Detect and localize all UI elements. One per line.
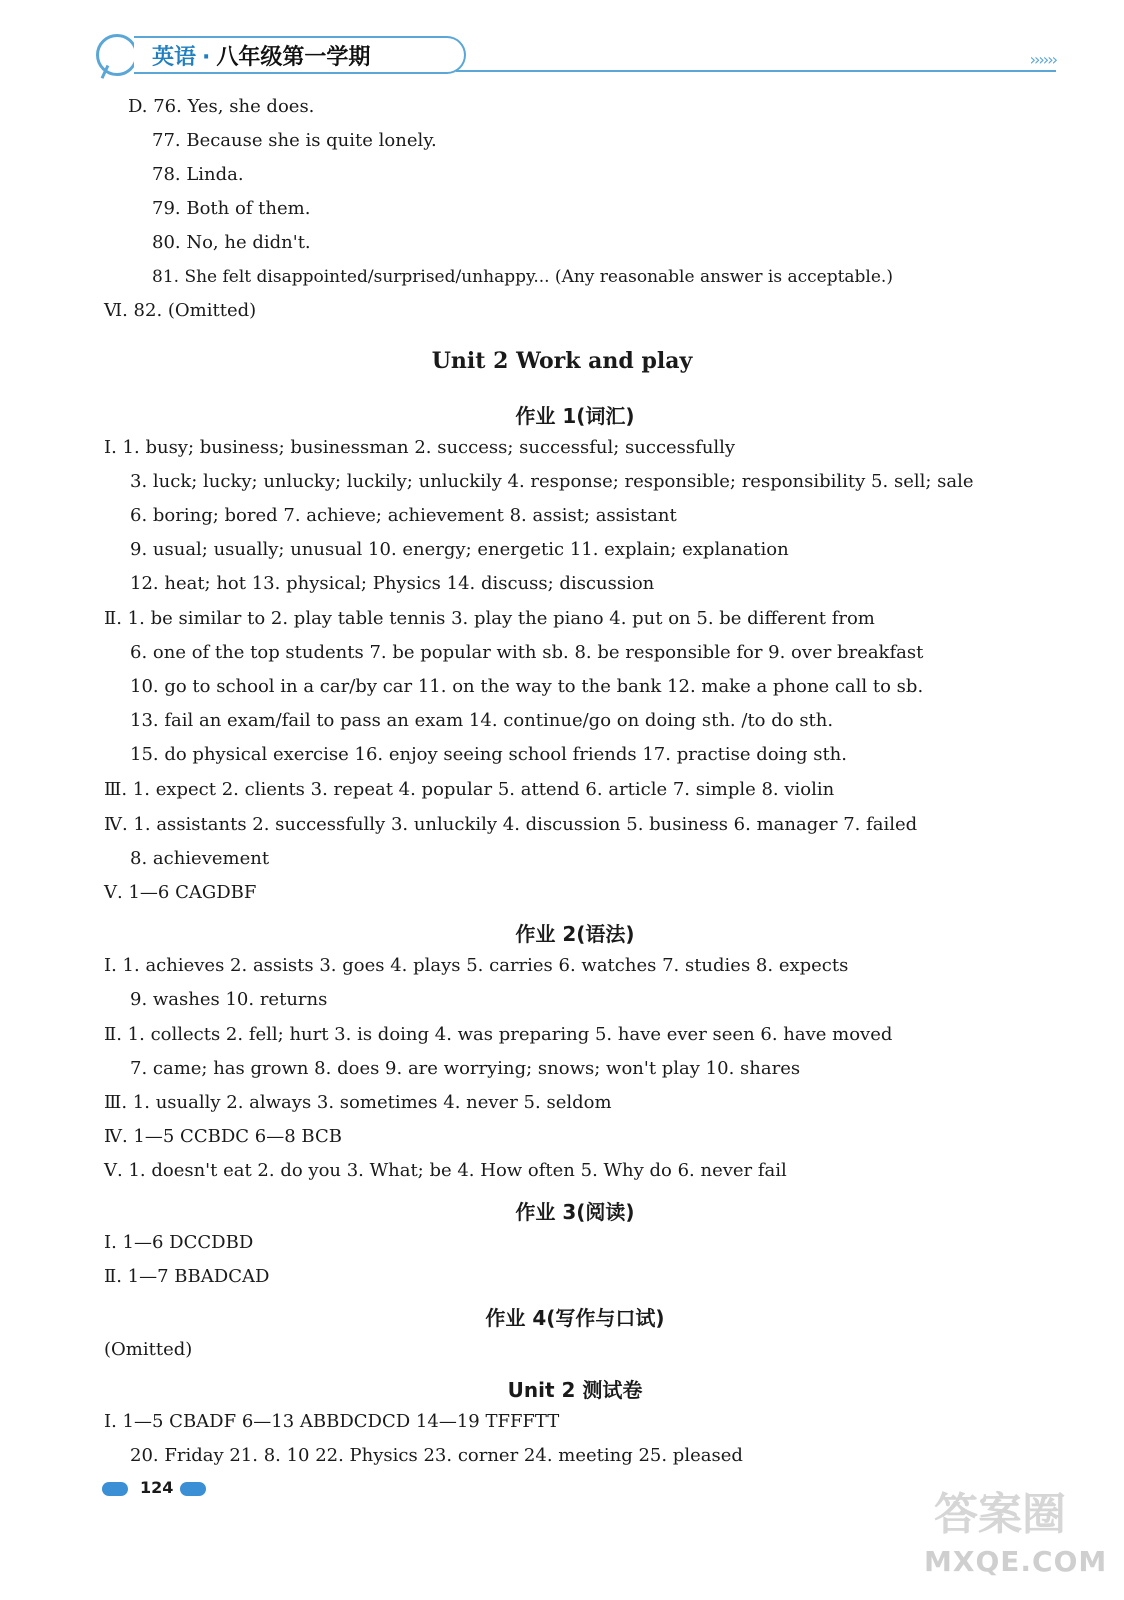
header-subject: 英语 (152, 45, 197, 70)
section-title-hw4: 作业 4(写作与口试) (485, 1306, 665, 1330)
header-dot: · (202, 45, 211, 70)
answer-line: 79. Both of them. (152, 198, 311, 219)
answer-line: Ⅴ. 1—6 CAGDBF (104, 882, 257, 903)
answer-line: 15. do physical exercise 16. enjoy seeing school friends 17. practise doing sth. (130, 744, 847, 765)
page-number: 124 (140, 1478, 174, 1497)
answer-line: Ⅰ. 1—5 CBADF 6—13 ABBDCDCD 14—19 TFFFTT (104, 1411, 560, 1432)
page-header (96, 30, 1056, 82)
answer-line: 77. Because she is quite lonely. (152, 130, 437, 151)
answer-line: 81. She felt disappointed/surprised/unhappy... (Any reasonable answer is acceptable.) (152, 267, 893, 287)
header-rule (456, 70, 1056, 72)
section-title-hw2: 作业 2(语法) (515, 922, 635, 946)
answer-line: 12. heat; hot 13. physical; Physics 14. discuss; discussion (130, 573, 655, 594)
answer-line: 7. came; has grown 8. does 9. are worrying; snows; won't play 10. shares (130, 1058, 801, 1079)
answer-line: Ⅰ. 1. achieves 2. assists 3. goes 4. plays 5. carries 6. watches 7. studies 8. expects (104, 955, 849, 976)
header-arrows-icon: ›››››› (1029, 50, 1056, 69)
section-title-hw1: 作业 1(词汇) (515, 404, 635, 428)
watermark-site: MXQE.COM (924, 1545, 1108, 1578)
answer-line: Ⅵ. 82. (Omitted) (104, 300, 257, 321)
answer-line: Ⅱ. 1—7 BBADCAD (104, 1266, 270, 1287)
section-title-test: Unit 2 测试卷 (507, 1378, 643, 1402)
footer-right-dot-icon (180, 1482, 206, 1496)
answer-line: 78. Linda. (152, 164, 244, 185)
header-grade: 八年级第一学期 (216, 45, 371, 70)
footer-left-dot-icon (102, 1482, 128, 1496)
answer-line: Ⅲ. 1. usually 2. always 3. sometimes 4. never 5. seldom (104, 1092, 612, 1113)
unit-title: Unit 2 Work and play (431, 348, 693, 374)
watermark (924, 1478, 1108, 1578)
answer-line: 9. usual; usually; unusual 10. energy; energetic 11. explain; explanation (130, 539, 789, 560)
answer-line: 6. boring; bored 7. achieve; achievement 8. assist; assistant (130, 505, 677, 526)
answer-line: Ⅴ. 1. doesn't eat 2. do you 3. What; be 4. How often 5. Why do 6. never fail (104, 1160, 787, 1181)
answer-line: Ⅳ. 1. assistants 2. successfully 3. unluckily 4. discussion 5. business 6. manager 7. failed (104, 814, 918, 835)
answer-line: (Omitted) (104, 1339, 193, 1360)
answer-line: Ⅱ. 1. collects 2. fell; hurt 3. is doing 4. was preparing 5. have ever seen 6. have moved (104, 1024, 893, 1045)
answer-line: 6. one of the top students 7. be popular with sb. 8. be responsible for 9. over breakfast (130, 642, 924, 663)
header-title (152, 40, 370, 71)
answer-line: D. 76. Yes, she does. (128, 96, 315, 117)
answer-line: 8. achievement (130, 848, 270, 869)
magnifier-logo-icon (96, 34, 138, 76)
answer-line: Ⅱ. 1. be similar to 2. play table tennis 3. play the piano 4. put on 5. be different from (104, 608, 875, 629)
answer-line: Ⅳ. 1—5 CCBDC 6—8 BCB (104, 1126, 342, 1147)
answer-line: 9. washes 10. returns (130, 989, 328, 1010)
answer-line: 3. luck; lucky; unlucky; luckily; unluckily 4. response; responsible; responsibility 5. sell; sale (130, 471, 974, 492)
watermark-logo: 答案圈 (934, 1489, 1066, 1540)
answer-line: 10. go to school in a car/by car 11. on the way to the bank 12. make a phone call to sb. (130, 676, 924, 697)
answer-line: Ⅰ. 1. busy; business; businessman 2. success; successful; successfully (104, 437, 736, 458)
answer-line: Ⅰ. 1—6 DCCDBD (104, 1232, 254, 1253)
answer-line: Ⅲ. 1. expect 2. clients 3. repeat 4. popular 5. attend 6. article 7. simple 8. violin (104, 779, 835, 800)
answer-line: 20. Friday 21. 8. 10 22. Physics 23. corner 24. meeting 25. pleased (130, 1445, 743, 1466)
answer-line: 13. fail an exam/fail to pass an exam 14. continue/go on doing sth. /to do sth. (130, 710, 834, 731)
section-title-hw3: 作业 3(阅读) (515, 1200, 635, 1224)
answer-line: 80. No, he didn't. (152, 232, 311, 253)
